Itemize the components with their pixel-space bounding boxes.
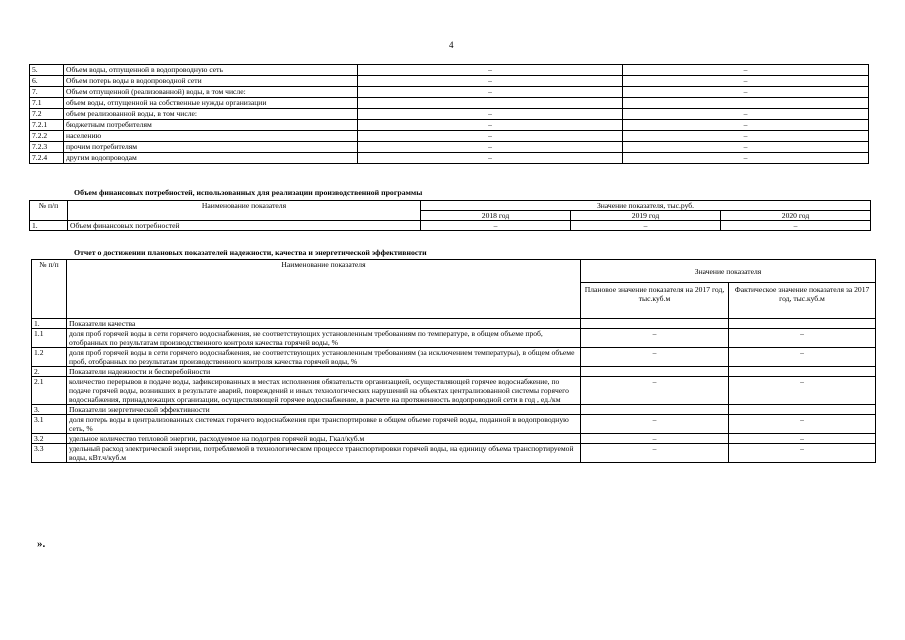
table-row [32, 329, 876, 348]
report-heading: Отчет о достижении плановых показателей надежности, качества и энергетической эффективности [74, 248, 427, 257]
report-table [31, 259, 876, 463]
row-name: объем воды, отпущенной на собственные нужды организации [64, 98, 358, 109]
row-name: прочим потребителям [64, 142, 358, 153]
table-row [32, 367, 876, 377]
table-row [32, 319, 876, 329]
row-value: – [358, 142, 623, 153]
table-row [30, 153, 869, 164]
report-col-plan: Плановое значение показателя на 2017 год, тыс.куб.м [581, 283, 729, 319]
table-row [32, 405, 876, 415]
row-plan-value: – [581, 329, 729, 348]
finance-year: 2020 год [721, 211, 871, 221]
row-name: населению [64, 131, 358, 142]
table-row [30, 98, 869, 109]
row-name: Показатели энергетической эффективности [67, 405, 581, 415]
row-value: – [358, 131, 623, 142]
row-fact-value: – [729, 329, 876, 348]
row-plan-value: – [581, 434, 729, 444]
row-number: 1.2 [32, 348, 67, 367]
row-plan-value: – [581, 415, 729, 434]
table-row [32, 377, 876, 405]
row-name: другим водопроводам [64, 153, 358, 164]
table-row [32, 444, 876, 463]
row-value: – [623, 142, 869, 153]
row-value: – [571, 221, 721, 231]
row-fact-value: – [729, 348, 876, 367]
row-fact-value: – [729, 415, 876, 434]
row-name: бюджетным потребителям [64, 120, 358, 131]
row-value: – [623, 109, 869, 120]
closing-quote: ». [37, 538, 46, 550]
row-fact-value [729, 319, 876, 329]
row-name: удельный расход электрической энергии, потребляемой в технологическом процессе транспортировки горячей воды, на единицу объема транспортируемой воды, кВт.ч/куб.м [67, 444, 581, 463]
row-plan-value [581, 319, 729, 329]
finance-col-value: Значение показателя, тыс.руб. [421, 201, 871, 211]
row-number: 3.3 [32, 444, 67, 463]
row-value: – [623, 87, 869, 98]
table-row [30, 87, 869, 98]
row-name: доля потерь воды в централизованных системах горячего водоснабжения при транспортировке в общем объеме горячей воды, поданной в водопроводную сеть, % [67, 415, 581, 434]
row-number: 2.1 [32, 377, 67, 405]
row-plan-value [581, 367, 729, 377]
report-col-value: Значение показателя [581, 260, 876, 283]
row-number: 1.1 [32, 329, 67, 348]
row-number: 7.2.2 [30, 131, 64, 142]
row-value: – [623, 76, 869, 87]
row-name: Объем финансовых потребностей [68, 221, 421, 231]
finance-table [29, 200, 871, 231]
water-volume-table [29, 64, 869, 164]
row-name: Показатели надежности и бесперебойности [67, 367, 581, 377]
table-row [32, 434, 876, 444]
row-value: – [358, 120, 623, 131]
row-name: Объем потерь воды в водопроводной сети [64, 76, 358, 87]
row-value: – [623, 131, 869, 142]
row-name: доля проб горячей воды в сети горячего водоснабжения, не соответствующих установленным требованиям (за исключением температуры), в общем объеме проб, отобранных по результатам производственного контроля качества горячей воды, % [67, 348, 581, 367]
row-value: – [721, 221, 871, 231]
row-fact-value [729, 405, 876, 415]
row-name: количество перерывов в подаче воды, зафиксированных в местах исполнения обязательств организацией, осуществляющей горячее водоснабжение, по подаче горячей воды, возникших в результате аварий, повреждений и иных технологических нарушений на объектах централизованной системы горячего водоснабжения, принадлежащих организации, осуществляющей горячее водоснабжение, в расчете на протяженность водопроводной сети в год , ед./км [67, 377, 581, 405]
row-plan-value: – [581, 348, 729, 367]
report-col-num: № п/п [32, 260, 67, 319]
row-value: – [358, 65, 623, 76]
table-row [30, 131, 869, 142]
table-row [30, 109, 869, 120]
row-number: 7. [30, 87, 64, 98]
finance-col-name: Наименование показателя [68, 201, 421, 221]
page-number: 4 [449, 40, 454, 50]
table-row [30, 65, 869, 76]
row-name: Объем отпущенной (реализованной) воды, в том числе: [64, 87, 358, 98]
table-row [32, 348, 876, 367]
row-number: 7.2.1 [30, 120, 64, 131]
row-name: доля проб горячей воды в сети горячего водоснабжения, не соответствующих установленным требованиям по температуре, в общем объеме проб, отобранных по результатам производственного контроля качества горячей воды, % [67, 329, 581, 348]
row-number: 7.1 [30, 98, 64, 109]
row-number: 6. [30, 76, 64, 87]
table-row [30, 76, 869, 87]
row-value: – [623, 153, 869, 164]
row-plan-value: – [581, 377, 729, 405]
row-value: – [358, 76, 623, 87]
row-value: – [358, 87, 623, 98]
row-number: 1. [30, 221, 68, 231]
row-value: – [623, 120, 869, 131]
row-number: 7.2.3 [30, 142, 64, 153]
row-name: Показатели качества [67, 319, 581, 329]
row-number: 3. [32, 405, 67, 415]
row-fact-value [729, 367, 876, 377]
row-value: – [623, 65, 869, 76]
row-value: – [421, 221, 571, 231]
row-value [623, 98, 869, 109]
finance-heading: Объем финансовых потребностей, использованных для реализации производственной программы [74, 188, 423, 197]
row-number: 3.2 [32, 434, 67, 444]
report-col-name: Наименование показателя [67, 260, 581, 319]
table-row [30, 120, 869, 131]
report-col-fact: Фактическое значение показателя за 2017 год, тыс.куб.м [729, 283, 876, 319]
row-name: Объем воды, отпущенной в водопроводную сеть [64, 65, 358, 76]
table-row [30, 221, 871, 231]
row-number: 7.2.4 [30, 153, 64, 164]
table-row [32, 415, 876, 434]
row-value: – [358, 109, 623, 120]
row-plan-value: – [581, 444, 729, 463]
finance-year: 2018 год [421, 211, 571, 221]
row-value: – [358, 153, 623, 164]
row-number: 7.2 [30, 109, 64, 120]
finance-col-num: № п/п [30, 201, 68, 221]
row-fact-value: – [729, 377, 876, 405]
finance-year: 2019 год [571, 211, 721, 221]
row-number: 5. [30, 65, 64, 76]
row-fact-value: – [729, 434, 876, 444]
row-value [358, 98, 623, 109]
row-fact-value: – [729, 444, 876, 463]
row-number: 1. [32, 319, 67, 329]
row-number: 2. [32, 367, 67, 377]
row-name: удельное количество тепловой энергии, расходуемое на подогрев горячей воды, Гкал/куб.м [67, 434, 581, 444]
table-row [30, 142, 869, 153]
row-name: объем реализованной воды, в том числе: [64, 109, 358, 120]
row-plan-value [581, 405, 729, 415]
row-number: 3.1 [32, 415, 67, 434]
